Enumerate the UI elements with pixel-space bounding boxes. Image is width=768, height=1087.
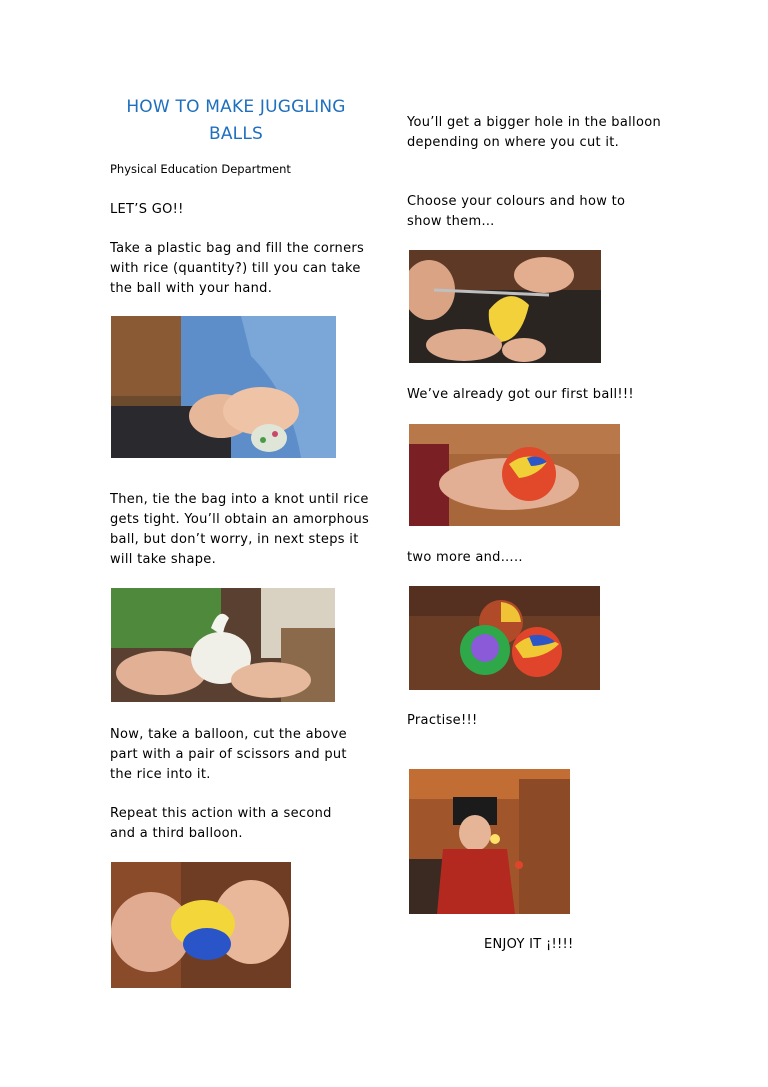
step-1-text: Take a plastic bag and fill the corners with rice (quantity?) till you can take the ball with your hand. xyxy=(110,241,365,296)
photo-cutting-balloon xyxy=(409,250,601,363)
first-ball-text: We’ve already got our first ball!!! xyxy=(407,387,634,402)
practise-text: Practise!!! xyxy=(407,713,478,728)
two-more-text: two more and….. xyxy=(407,550,523,565)
step-2-text: Then, tie the bag into a knot until rice gets tight. You’ll obtain an amorphous ball, but don’t worry, in next steps it will take shape. xyxy=(110,492,370,567)
enjoy-text: ENJOY IT ¡!!!! xyxy=(484,937,574,952)
step-4-text: Repeat this action with a second and a third balloon. xyxy=(110,806,332,841)
photo-boy-juggling xyxy=(409,769,570,914)
lets-go-heading: LET’S GO!! xyxy=(110,202,184,217)
colours-text: Choose your colours and how to show them… xyxy=(407,194,626,229)
photo-knotted-bag xyxy=(111,588,335,702)
step-3-text: Now, take a balloon, cut the above part with a pair of scissors and put the rice into it. xyxy=(110,727,347,782)
department-label: Physical Education Department xyxy=(110,162,291,176)
photo-first-ball xyxy=(409,424,620,526)
page-title: HOW TO MAKE JUGGLING BALLS xyxy=(126,97,346,144)
photo-filling-bag xyxy=(111,316,336,458)
photo-three-balls xyxy=(409,586,600,690)
hole-text: You’ll get a bigger hole in the balloon depending on where you cut it. xyxy=(407,115,661,150)
photo-balloon-wrap xyxy=(111,862,291,988)
